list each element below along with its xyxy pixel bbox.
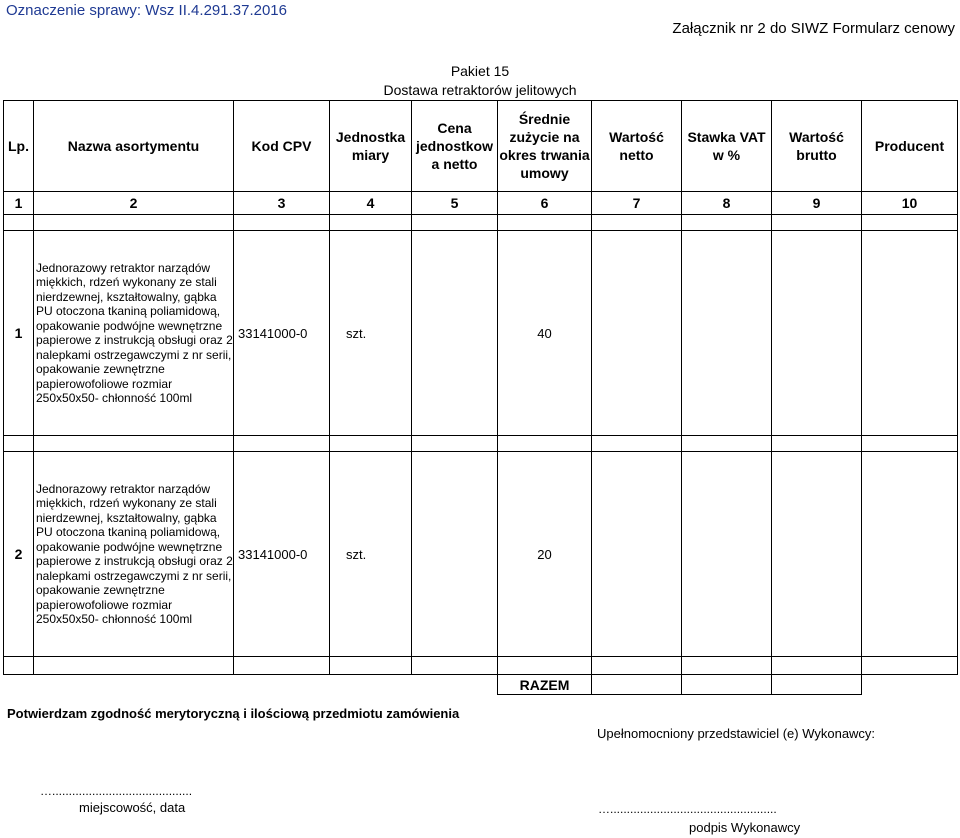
column-header: Stawka VAT w % [682,101,772,192]
table-row [4,452,958,657]
column-number: 10 [862,192,958,215]
column-header: Jednostka miary [330,101,412,192]
column-number: 9 [772,192,862,215]
price-form-table [3,100,958,695]
column-header: Wartość netto [592,101,682,192]
case-reference: Oznaczenie sprawy: Wsz II.4.291.37.2016 [6,2,287,19]
spacer-row [4,436,958,452]
unit: szt. [330,452,412,657]
unit-price-cell[interactable] [412,452,498,657]
total-gross-cell[interactable] [772,675,862,695]
quantity: 20 [498,452,592,657]
gross-value-cell[interactable] [772,452,862,657]
row-number: 1 [4,231,34,436]
column-number: 2 [34,192,234,215]
total-row [4,675,958,695]
cpv-code: 33141000-0 [234,231,330,436]
signature-label: podpis Wykonawcy [689,820,801,835]
confirmation-text: Potwierdzam zgodność merytoryczną i ilościową przedmiotu zamówienia [7,706,460,721]
column-number: 7 [592,192,682,215]
total-vat-cell[interactable] [682,675,772,695]
spacer-row [4,657,958,675]
column-number: 8 [682,192,772,215]
quantity: 40 [498,231,592,436]
vat-cell[interactable] [682,452,772,657]
item-description: Jednorazowy retraktor narządów miękkich, rdzeń wykonany ze stali nierdzewnej, kształtowalny, gąbka PU otoczona tkaniną poliamidową, opakowanie podwójne wewnętrzne papierowe z instrukcją obsługi oraz 2 nalepkami ostrzegawczymi z nr serii, opakowanie zewnętrzne papierowofoliowe rozmiar 250x50x50- chłonność 100ml [34,231,234,436]
signature-line: ….................................................. [598,802,777,816]
column-number: 6 [498,192,592,215]
net-value-cell[interactable] [592,231,682,436]
column-header: Nazwa asortymentu [34,101,234,192]
net-value-cell[interactable] [592,452,682,657]
header-row [4,101,958,192]
gross-value-cell[interactable] [772,231,862,436]
column-header: Cena jednostkow a netto [412,101,498,192]
cpv-code: 33141000-0 [234,452,330,657]
producer-cell[interactable] [862,452,958,657]
total-net-cell[interactable] [592,675,682,695]
representative-label: Upełnomocniony przedstawiciel (e) Wykonawcy: [597,726,876,741]
row-number: 2 [4,452,34,657]
annex-title: Załącznik nr 2 do SIWZ Formularz cenowy [672,20,955,37]
column-header: Lp. [4,101,34,192]
column-number: 1 [4,192,34,215]
place-date-label: miejscowość, data [79,800,186,815]
vat-cell[interactable] [682,231,772,436]
producer-cell[interactable] [862,231,958,436]
column-header: Kod CPV [234,101,330,192]
column-header: Wartość brutto [772,101,862,192]
column-header: Producent [862,101,958,192]
column-number: 3 [234,192,330,215]
package-title: Pakiet 15 [450,63,510,79]
unit: szt. [330,231,412,436]
column-number: 4 [330,192,412,215]
unit-price-cell[interactable] [412,231,498,436]
item-description: Jednorazowy retraktor narządów miękkich, rdzeń wykonany ze stali nierdzewnej, kształtowalny, gąbka PU otoczona tkaniną poliamidową, opakowanie podwójne wewnętrzne papierowe z instrukcją obsługi oraz 2 nalepkami ostrzegawczymi z nr serii, opakowanie zewnętrzne papierowofoliowe rozmiar 250x50x50- chłonność 100ml [34,452,234,657]
column-number-row [4,192,958,215]
column-number: 5 [412,192,498,215]
column-header: Średnie zużycie na okres trwania umowy [498,101,592,192]
table-row [4,231,958,436]
spacer-row [4,215,958,231]
package-subtitle: Dostawa retraktorów jelitowych [383,82,577,98]
place-date-line: ….......................................... [40,784,193,798]
total-label: RAZEM [498,675,592,695]
